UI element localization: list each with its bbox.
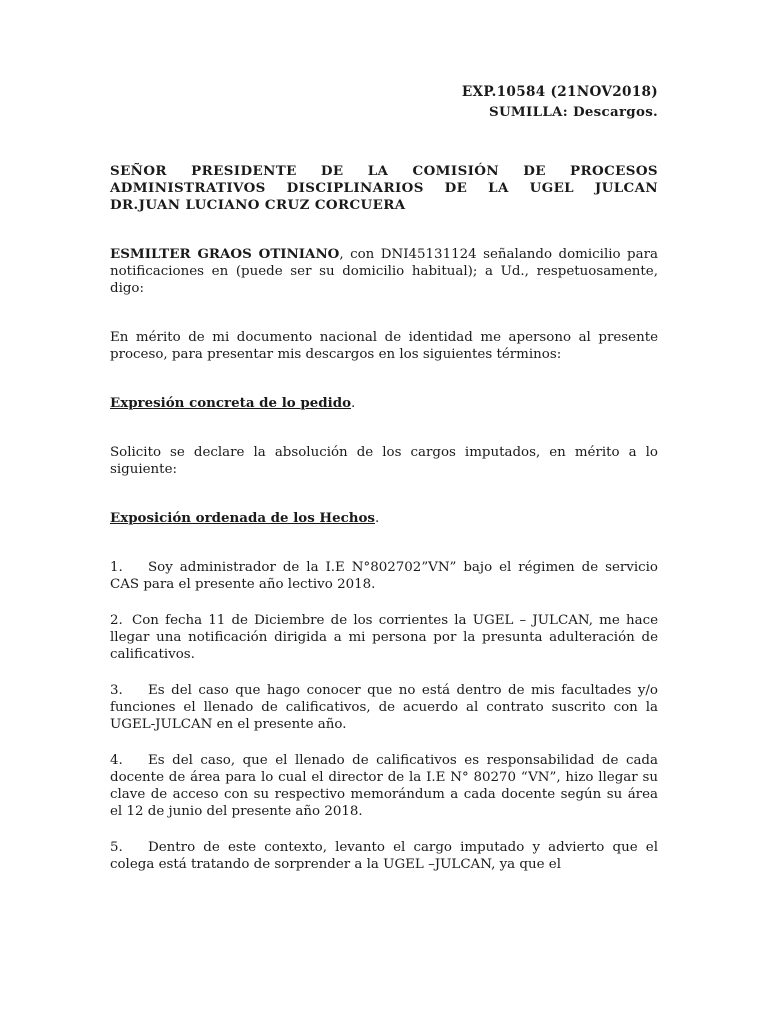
hechos-heading-suffix: . <box>374 511 380 526</box>
merito-paragraph: En mérito de mi documento nacional de identidad me apersono al presente proceso, para presentar mis descargos en los siguientes términos: <box>110 330 658 362</box>
hechos-item-2 <box>110 612 658 663</box>
item-text: Soy administrador de la I.E N°802702”VN” bajo el régimen de servicio CAS para el presente año lectivo 2018. <box>110 560 658 592</box>
sumilla: SUMILLA: Descargos. <box>488 104 658 120</box>
petitioner-name: ESMILTER GRAOS OTINIANO <box>110 246 340 262</box>
intro-text: , con DNI45131124 señalando domicilio para notificaciones en (puede ser su domicilio habitual); a Ud., respetuosamente, digo: <box>110 247 658 296</box>
item-text: Con fecha 11 de Diciembre de los corrientes la UGEL – JULCAN, me hace llegar una notificación dirigida a mi persona por la presunta adulteración de calificativos. <box>110 613 658 662</box>
pedido-heading-line <box>110 395 658 412</box>
hechos-heading: Exposición ordenada de los Hechos <box>110 510 375 526</box>
item-number: 2. <box>110 613 123 628</box>
expediente-number: EXP.10584 (21NOV2018) <box>461 84 658 100</box>
hechos-item-5 <box>110 839 658 873</box>
item-text: Dentro de este contexto, levanto el cargo imputado y advierto que el colega está tratando de sorprender a la UGEL –JULCAN, ya que el <box>110 840 658 872</box>
item-number: 1. <box>110 560 123 575</box>
addressee-block <box>110 163 658 214</box>
item-text: Es del caso, que el llenado de calificativos es responsabilidad de cada docente de área para lo cual el director de la I.E N° 80270 “VN”, hizo llegar su clave de acceso con su respectivo memorándum a cada docente según su área el 12 de junio del presente año 2018. <box>110 753 658 819</box>
addressee-line-1: SEÑOR PRESIDENTE DE LA COMISIÓN DE PROCESOS <box>110 163 658 179</box>
item-number: 4. <box>110 753 123 768</box>
pedido-heading: Expresión concreta de lo pedido <box>110 395 352 411</box>
item-number: 5. <box>110 840 123 855</box>
item-text: Es del caso que hago conocer que no está dentro de mis facultades y/o funciones el llenado de calificativos, de acuerdo al contrato suscrito con la UGEL-JULCAN en el presente año. <box>110 683 658 732</box>
document-page <box>110 84 658 873</box>
item-number: 3. <box>110 683 123 698</box>
pedido-heading-suffix: . <box>351 396 356 411</box>
pedido-paragraph: Solicito se declare la absolución de los cargos imputados, en mérito a lo siguiente: <box>110 445 658 477</box>
hechos-item-4 <box>110 752 658 820</box>
addressee-line-3: DR.JUAN LUCIANO CRUZ CORCUERA <box>110 197 406 213</box>
hechos-item-3 <box>110 682 658 733</box>
addressee-line-2: ADMINISTRATIVOS DISCIPLINARIOS DE LA UGEL JULCAN <box>110 180 658 196</box>
intro-paragraph <box>110 246 658 297</box>
hechos-item-1 <box>110 559 658 593</box>
hechos-heading-line <box>110 510 658 527</box>
